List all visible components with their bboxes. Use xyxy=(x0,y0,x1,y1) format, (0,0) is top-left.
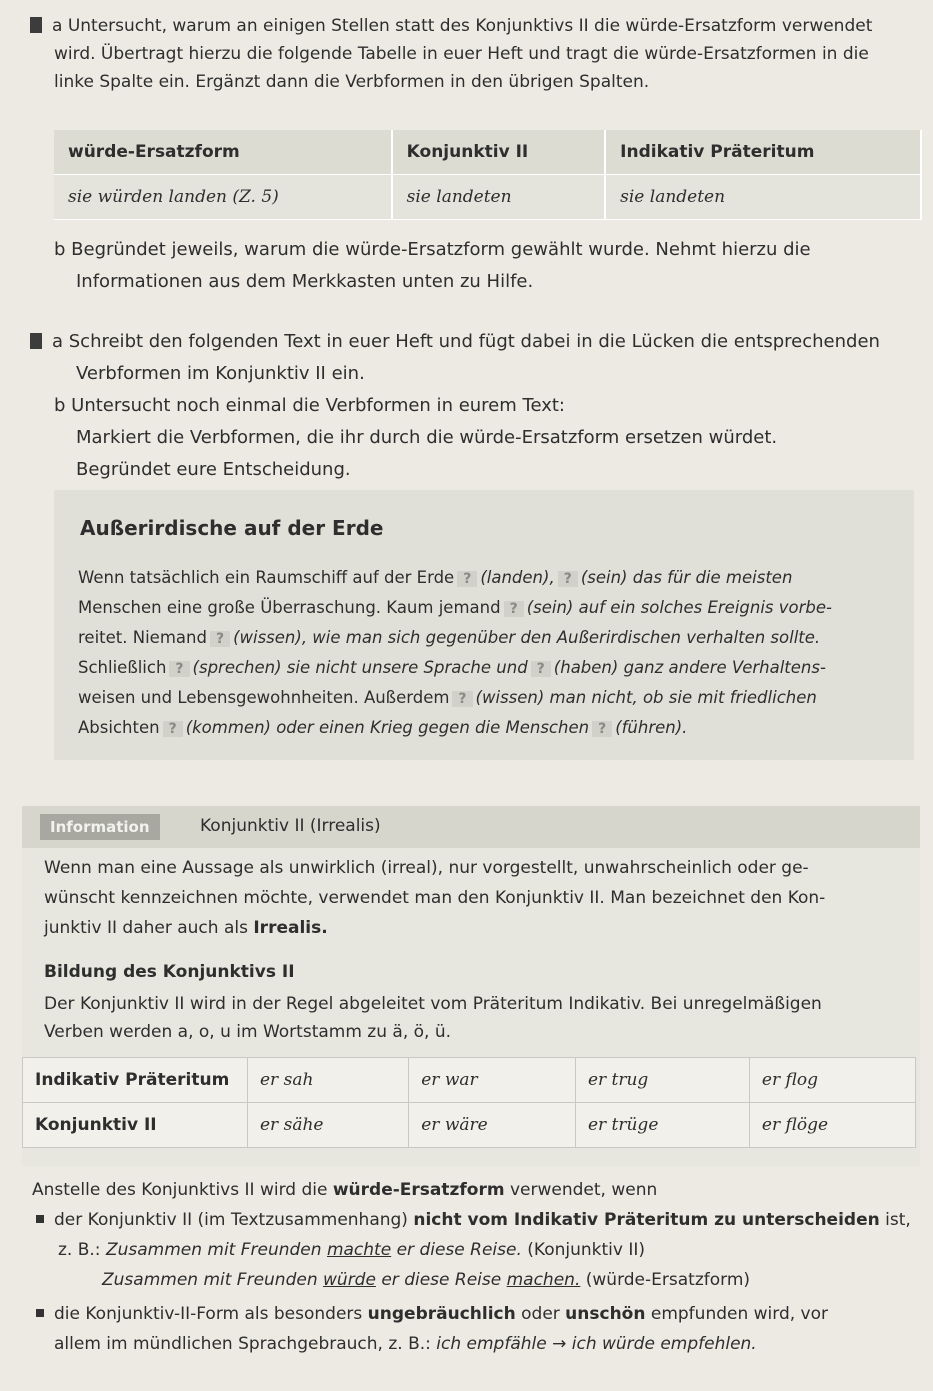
task1-b-line2: Informationen aus dem Merkkasten unten zu Hilfe. xyxy=(76,271,534,292)
blank-gap: ? xyxy=(210,631,230,647)
table-row xyxy=(23,1058,916,1103)
row-header: Konjunktiv II xyxy=(23,1103,248,1148)
table-cell: er wäre xyxy=(409,1103,576,1148)
bullet-icon xyxy=(36,1215,44,1223)
information-title: Konjunktiv II (Irrealis) xyxy=(200,816,381,836)
info-bullet-continuation: allem im mündlichen Sprachgebrauch, z. B.: ich empfähle → ich würde empfehlen. xyxy=(54,1334,757,1354)
table-cell: er war xyxy=(409,1058,576,1103)
table-cell: sie landeten xyxy=(605,175,921,220)
task2-b-line2: Markiert die Verbformen, die ihr durch die würde-Ersatzform ersetzen würdet. xyxy=(76,427,778,448)
table-row xyxy=(23,1103,916,1148)
verbform-table xyxy=(54,130,922,220)
header-cell: würde-Ersatzform xyxy=(54,130,392,175)
story-line: Menschen eine große Überraschung. Kaum jemand ? (sein) auf ein solches Ereignis vorbe- xyxy=(78,598,832,617)
info-paragraph: Wenn man eine Aussage als unwirklich (irreal), nur vorgestellt, unwahrscheinlich oder ge- xyxy=(44,858,809,878)
blank-gap: ? xyxy=(531,661,551,677)
task2-b-line1: b Untersucht noch einmal die Verbformen in eurem Text: xyxy=(54,395,565,416)
konjunktiv-table xyxy=(22,1057,916,1148)
info-paragraph: wünscht kennzeichnen möchte, verwendet man den Konjunktiv II. Man bezeichnet den Kon- xyxy=(44,888,826,908)
table-cell: er flöge xyxy=(749,1103,915,1148)
story-line: Wenn tatsächlich ein Raumschiff auf der Erde ? (landen), ? (sein) das für die meisten xyxy=(78,568,793,587)
table-cell: er sähe xyxy=(248,1103,409,1148)
story-title: Außerirdische auf der Erde xyxy=(80,516,384,540)
info-paragraph: Der Konjunktiv II wird in der Regel abgeleitet vom Präteritum Indikativ. Bei unregelmäßigen xyxy=(44,994,822,1014)
table-row xyxy=(54,175,921,220)
blank-gap: ? xyxy=(457,571,477,587)
blank-gap: ? xyxy=(592,721,612,737)
story-line: reitet. Niemand ? (wissen), wie man sich gegenüber den Außerirdischen verhalten sollte. xyxy=(78,628,821,647)
task1-a-line1: a Untersucht, warum an einigen Stellen statt des Konjunktivs II die würde-Ersatzform verwendet xyxy=(30,14,872,38)
task2-a-line2: Verbformen im Konjunktiv II ein. xyxy=(76,363,365,384)
task-marker-icon xyxy=(30,17,42,33)
story-line: weisen und Lebensgewohnheiten. Außerdem ? (wissen) man nicht, ob sie mit friedlichen xyxy=(78,688,817,707)
blank-gap: ? xyxy=(504,601,524,617)
task1-a-line3: linke Spalte ein. Ergänzt dann die Verbformen in den übrigen Spalten. xyxy=(54,72,650,92)
info-example: Zusammen mit Freunden würde er diese Reise machen. (würde-Ersatzform) xyxy=(102,1270,751,1290)
info-bullet: die Konjunktiv-II-Form als besonders ungebräuchlich oder unschön empfunden wird, vor xyxy=(36,1304,828,1324)
table-cell: er trug xyxy=(575,1058,749,1103)
info-subheading: Bildung des Konjunktivs II xyxy=(44,962,295,982)
story-line: Absichten ? (kommen) oder einen Krieg gegen die Menschen ? (führen). xyxy=(78,718,688,737)
task-marker-icon xyxy=(30,333,42,349)
info-bullet: der Konjunktiv II (im Textzusammenhang) nicht vom Indikativ Präteritum zu unterscheiden ist, xyxy=(36,1210,911,1230)
header-cell: Indikativ Präteritum xyxy=(605,130,921,175)
info-rule-intro: Anstelle des Konjunktivs II wird die würde-Ersatzform verwendet, wenn xyxy=(32,1180,658,1200)
table-cell: er trüge xyxy=(575,1103,749,1148)
info-example: z. B.: Zusammen mit Freunden machte er diese Reise. (Konjunktiv II) xyxy=(58,1240,646,1260)
task1-a-line2: wird. Übertragt hierzu die folgende Tabelle in euer Heft und tragt die würde-Ersatzformen in die xyxy=(54,44,869,64)
row-header: Indikativ Präteritum xyxy=(23,1058,248,1103)
story-box xyxy=(54,490,914,760)
blank-gap: ? xyxy=(169,661,189,677)
task2-b-line3: Begründet eure Entscheidung. xyxy=(76,459,351,480)
story-line: Schließlich ? (sprechen) sie nicht unsere Sprache und ? (haben) ganz andere Verhaltens- xyxy=(78,658,826,677)
info-paragraph: junktiv II daher auch als Irrealis. xyxy=(44,918,328,938)
information-tag: Information xyxy=(40,814,160,840)
verbform-table-header xyxy=(54,130,921,175)
header-cell: Konjunktiv II xyxy=(392,130,606,175)
blank-gap: ? xyxy=(558,571,578,587)
information-header xyxy=(22,806,920,848)
info-paragraph: Verben werden a, o, u im Wortstamm zu ä, ö, ü. xyxy=(44,1022,452,1042)
bullet-icon xyxy=(36,1309,44,1317)
table-cell: er flog xyxy=(749,1058,915,1103)
table-cell: sie landeten xyxy=(392,175,606,220)
blank-gap: ? xyxy=(163,721,183,737)
table-cell: er sah xyxy=(248,1058,409,1103)
task2-a-line1: a Schreibt den folgenden Text in euer Heft und fügt dabei in die Lücken die entsprechenden xyxy=(30,330,880,354)
task1-b-line1: b Begründet jeweils, warum die würde-Ersatzform gewählt wurde. Nehmt hierzu die xyxy=(54,239,811,260)
blank-gap: ? xyxy=(452,691,472,707)
table-cell: sie würden landen (Z. 5) xyxy=(54,175,392,220)
